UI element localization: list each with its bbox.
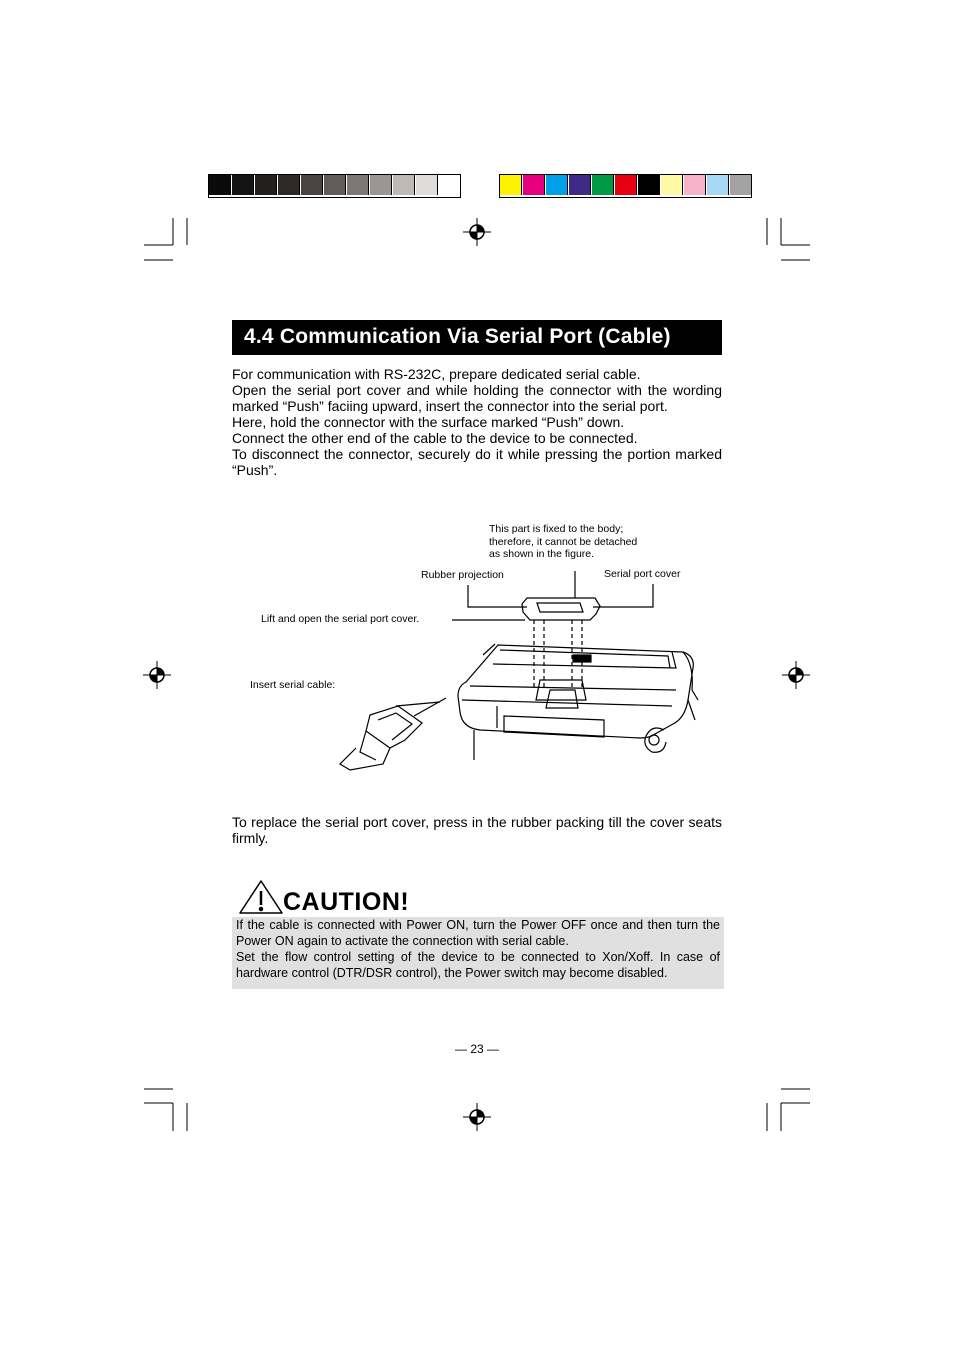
device-illustration bbox=[340, 571, 698, 770]
fixed-part-note: This part is fixed to the body; therefore, it cannot be detached as shown in the figure. bbox=[489, 523, 638, 560]
caution-box bbox=[232, 917, 724, 989]
caution-paragraph: Set the flow control setting of the device to be connected to Xon/Xoff. In case of hardware control (DTR/DSR control), the Power switch may become disabled. bbox=[236, 950, 720, 980]
intro-paragraph: Here, hold the connector with the surface marked “Push” down. bbox=[232, 414, 625, 430]
replace-cover-text: To replace the serial port cover, press in the rubber packing till the cover seats firmly. bbox=[232, 814, 722, 846]
section-title: 4.4 Communication Via Serial Port (Cable) bbox=[244, 325, 671, 348]
section-heading bbox=[232, 320, 722, 355]
rubber-projection-label: Rubber projection bbox=[421, 569, 504, 581]
page-number: — 23 — bbox=[454, 1042, 499, 1056]
intro-paragraph: To disconnect the connector, securely do it while pressing the portion marked “Push”. bbox=[232, 446, 722, 478]
intro-paragraph: For communication with RS-232C, prepare dedicated serial cable. bbox=[232, 366, 641, 382]
serial-port-cover-label: Serial port cover bbox=[604, 568, 681, 580]
warning-triangle-icon bbox=[240, 881, 282, 913]
insert-cable-label: Insert serial cable: bbox=[250, 679, 336, 691]
lift-open-label: Lift and open the serial port cover. bbox=[261, 613, 420, 625]
intro-text bbox=[232, 366, 722, 478]
intro-paragraph: Connect the other end of the cable to the device to be connected. bbox=[232, 430, 638, 446]
intro-paragraph: Open the serial port cover and while holding the connector with the wording marked “Push” faciing upward, insert the connector into the serial port. bbox=[232, 382, 722, 414]
caution-title: CAUTION! bbox=[283, 888, 410, 916]
caution-paragraph: If the cable is connected with Power ON, turn the Power OFF once and then turn the Power ON again to activate the connection with serial cable. bbox=[236, 918, 720, 948]
